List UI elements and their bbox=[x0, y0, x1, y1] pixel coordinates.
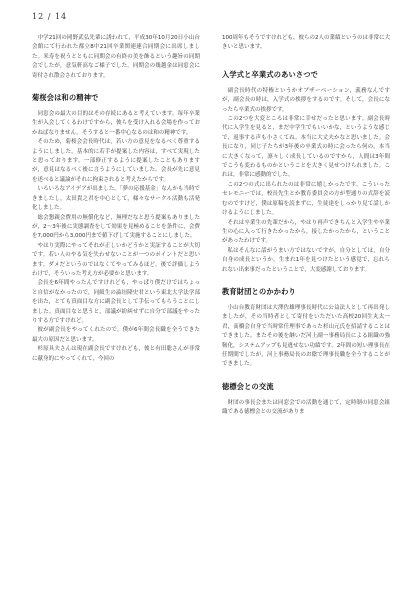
page-number: 12 / 14 bbox=[32, 12, 68, 21]
body-paragraph: 杉原具夫さんは現在副会長ですけれども，彼と有田聡さんが非常に献身的にやってくれて，今回の bbox=[32, 346, 200, 362]
body-paragraph: 彼が副会長をやってくれたので，僕が6年間会長職を全うできた最大の原因だと思います。 bbox=[32, 327, 200, 343]
body-paragraph: それは卒業生の先輩だから，やはり再声できちんと入学生や卒業生の心に入って行きたかったから，接したかったから，ということがあったわけです。 bbox=[222, 219, 390, 245]
section-heading-tokuhyo: 徳標会との交流 bbox=[222, 381, 274, 391]
body-paragraph: いろいろなアイデアが出ました。「夢の応援基金」なんかも当時できましたし，太田貴之君を中心として，様々なサークル活動も活発化しました。 bbox=[32, 186, 200, 212]
left-column bbox=[32, 34, 200, 364]
intro-paragraph: 中学21回の岡野武弘先輩に誘われて，平成30年10月20日小山台会館にて行われた都立8中21回卒業関連連合同期会に出席しました。米寿を祝うとともに同期会の有終の美を飾るという趣旨の同期会でしたが，意気軒高なご様子でした。同期会の幾越金は同窓会に寄付され散会されております。 bbox=[32, 35, 200, 79]
body-paragraph: やはり実際にやってそれが正しいかどうかと実証することが大切です。若い人のやる気を失わせないことが一つのポイントだと思います。ダメだというのではなくてやってみるほど，後で評価しようわけで，そういった考え方が必要かと思います。 bbox=[32, 242, 200, 277]
continued-paragraph: 100周年もそうですけれども，彼らの2人の業績というのは非常に大きいと思います。 bbox=[222, 35, 390, 51]
body-paragraph: この2つを大変ところは非常に幸せだったと思います。副会長時代に入学生を見ると，まだ中学生でもいいかな，というような感じで，返事する声も小さくてね。本当に大丈夫かなと思いました。会長になり，同じ子たちが3年後の卒業式の時に会ったら何の，本当に大きくなって，凛々しく成長しているのですから，人間は3年間でこうも変わるものかということを大きく見せつけられました。これは，非常に感動的でした。 bbox=[222, 116, 390, 179]
section-heading-foundation: 教育財団とのかかわり bbox=[222, 286, 296, 296]
section-heading-ceremonies: 入学式と卒業式のあいさつで bbox=[222, 69, 319, 79]
section-heading-kikuo: 菊桜会は和の精神で bbox=[32, 93, 99, 103]
spacer bbox=[222, 53, 390, 58]
body-paragraph: 同窓会の最大の目的はその存続にあると考えています。毎年卒業生が入会してくるわけですから，彼らを受け入れる会場を作っておかねばなりません。そうすると一番中心なるのは和の精神です。 bbox=[32, 111, 200, 136]
body-paragraph: 小山台教育財団は大澤佐雄理事長時代に公益法人として再出発しましたが，その当時者として寄付をいただいた高校20回生丸太一君，髙橋会自身で当時常任理事であった杉山元氏を招請することはできました。またその後を継いだ河上副一事務局長による組織の強靭化，システムアップも見逃せない功績です。2年間の短い理事長在任期間でしたが，河上事務局長のお陰で理事長職を全うすることができました。 bbox=[222, 304, 390, 368]
body-paragraph: この2つの式に出られたのは非常に嬉しかったです。こういったセレモニーでは，校長先生とか教育委員会の方が型通りの式辞を読むのですけど，僕は原稿を読まずに，生徒達をしっかり見て話しかけるようにしました。 bbox=[222, 181, 390, 217]
body-paragraph: 総会懇親会費用の無償化など，無理だなと思う提案もありましたが，2～3年後に実態調査をして効果を見極めることを条件に，会費を7,000円から3,000円まで値下げして実施することにしました。 bbox=[32, 214, 200, 240]
body-paragraph: 副会長時代の特権というかオブザーベーション，義務なんですが，副会長の時は，入学式の挨拶をするのです。そして，会長になったら卒業式の挨拶です。 bbox=[222, 87, 390, 113]
body-paragraph: 財団の事長会または同窓会での活動を通じて，定時制の同窓会組織である徳標会との交流がありま bbox=[222, 399, 390, 416]
body-paragraph: そのため，菊桜会会長時代は，若い方の意見をなるべく尊重するようにしました。基本的に若手が提案した内容は，すべて実現したと思っております。一部修正するように提案したこともありますが，意見はなるべく後に言うようにしていました。会長が先に意見を述べると議論がそれに拘束されると考えたからです。 bbox=[32, 139, 200, 183]
body-paragraph: 会長を6年間やったんですけれども，やっぱり僕だけではちょっと自信がなかったので，同級生の澁垣隆史君という東北大学法学部を出た，とても真面目な方に副会長として手伝ってもらうことにしました。真面目なと思うと，部議が紛糾せずに自分で部議をやったりする方ですけれど。 bbox=[32, 280, 200, 324]
body-paragraph: 私はそんなに話がうまい方ではないですが，自分としては，自分自身の成長というか，生まれ1年を見つけたという感覚で，忘れられない出来事だったということで，大変感謝しております。 bbox=[222, 247, 390, 273]
right-column bbox=[222, 34, 390, 418]
